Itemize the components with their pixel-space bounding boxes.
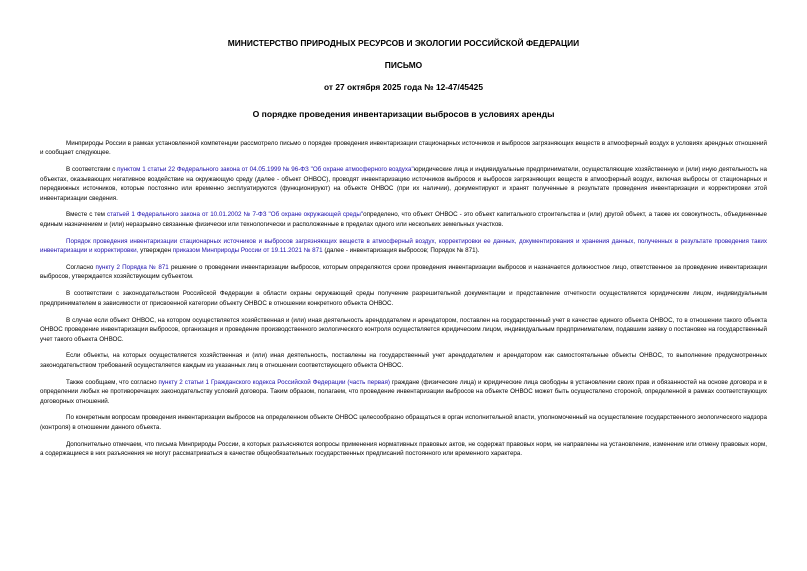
- paragraph-inventory-obligation: [40, 165, 767, 203]
- paragraph-decision: [40, 263, 767, 282]
- paragraph-text: В соответствии с: [66, 166, 118, 174]
- paragraph-text: Также сообщаем, что согласно: [66, 378, 159, 386]
- paragraph-text: утвержден: [138, 247, 173, 255]
- ministry-heading: МИНИСТЕРСТВО ПРИРОДНЫХ РЕСУРСОВ И ЭКОЛОГИИ РОССИЙСКОЙ ФЕДЕРАЦИИ: [227, 38, 580, 48]
- paragraph-text: В случае если объект ОНВОС, на котором осуществляется хозяйственная и (или) иная деятельность арендодателем и арендатором, поставлен на государственный учет в качестве единого объекта ОНВОС, то в отношении такого объекта ОНВОС проведение инвентаризации выбросов, организация и проведение производственного экологического контроля осуществляется юридическим лицом, индивидуальным предпринимателем, подавшим заявку о постановке на государственный учет такого объекта ОНВОС.: [40, 316, 767, 343]
- paragraph-text: юридические лица и индивидуальные предприниматели, осуществляющие хозяйственную и (или) иную деятельность на объектах, оказывающих негативное воздействие на окружающую среду (далее - объект ОНВОС), проводят инвентаризацию источников выбросов и выбросов загрязняющих веществ в атмосферный воздух, включая выбросы от стационарных и передвижных источников, которые постоянно или временно эксплуатируются (функционируют) на объекте ОНВОС (при их наличии), документируют и хранят полученные в результате проведения инвентаризации и корректировки этой инвентаризации сведения.: [40, 166, 767, 202]
- paragraph-separate-objects: [40, 351, 767, 370]
- paragraph-text: Если объекты, на которых осуществляется хозяйственная и (или) иная деятельность, поставлены на государственный учет арендодателем и арендатором как самостоятельные объекты ОНВОС, то выполнение предусмотренных законодательством требований осуществляется каждым из указанных лиц в отношении соответствующего объекта ОНВОС.: [40, 352, 767, 369]
- paragraph-onvos-definition: [40, 210, 767, 229]
- paragraph-permits: [40, 289, 767, 308]
- document-date-number: от 27 октября 2025 года № 12-47/45425: [323, 82, 483, 92]
- paragraph-text: В соответствии с законодательством Российской Федерации в области охраны окружающей среды получение разрешительной документации и представление отчетности осуществляется юридическим лицом, индивидуальным предпринимателем в зависимости от присвоенной категории объекту ОНВОС в отношении конкретного объекта ОНВОС.: [40, 290, 767, 307]
- order-871-link[interactable]: приказом Минприроды России от 19.11.2021 № 871: [172, 247, 323, 255]
- paragraph-text: определено, что объект ОНВОС - это объект капитального строительства и (или) другой объект, а также их совокупность, объединенные единым назначением и (или) неразрывно связанные физически или технологически и расположенные в пределах одного или нескольких земельных участков.: [40, 211, 768, 228]
- law-7fz-link[interactable]: статьей 1 Федерального закона от 10.01.2002 № 7-ФЗ "Об охране окружающей среды": [106, 211, 364, 219]
- paragraph-text: граждане (физические лица) и юридические лица свободны в установлении своих прав и обязанностей на основе договора и в определении любых не противоречащих законодательству условий договора. Таким образом, полагаем, что проведение инвентаризации выбросов на объекте ОНВОС может быть осуществлено стороной, определенной в рамках соответствующих договорных отношений.: [40, 378, 768, 405]
- law-96fz-link[interactable]: пунктом 1 статьи 22 Федерального закона от 04.05.1999 № 96-ФЗ "Об охране атмосферного воздуха": [117, 166, 414, 174]
- procedure-item-2-link[interactable]: пункту 2 Порядка № 871: [95, 264, 169, 272]
- paragraph-specific-questions: [40, 413, 767, 432]
- paragraph-procedure: [40, 237, 767, 256]
- paragraph-intro: [40, 139, 767, 158]
- civil-code-link[interactable]: пункту 2 статьи 1 Гражданского кодекса Российской Федерации (часть первая): [158, 378, 390, 386]
- document-type: ПИСЬМО: [384, 60, 423, 70]
- paragraph-text: Вместе с тем: [66, 211, 107, 219]
- paragraph-text: решение о проведении инвентаризации выбросов, которым определяются сроки проведения инвентаризации выбросов и назначается должностное лицо, ответственное за проведение инвентаризации выбросов, утверждается хозяйствующим субъектом.: [40, 264, 767, 281]
- document-body: [40, 139, 767, 459]
- paragraph-text: (далее - инвентаризация выбросов; Порядок № 871).: [322, 247, 480, 255]
- document-subject: О порядке проведения инвентаризации выбросов в условиях аренды: [252, 109, 555, 119]
- paragraph-civil-code: [40, 378, 767, 406]
- paragraph-text: Согласно: [66, 264, 96, 272]
- paragraph-text: По конкретным вопросам проведения инвентаризации выбросов на определенном объекте ОНВОС целесообразно обращаться в орган исполнительной власти, уполномоченный на осуществление государственного экологического надзора (контроля) в отношении данного объекта.: [40, 414, 767, 431]
- paragraph-disclaimer: [40, 440, 767, 459]
- paragraph-text: Минприроды России в рамках установленной компетенции рассмотрело письмо о порядке проведения инвентаризации стационарных источников и выбросов загрязняющих веществ в атмосферный воздух в условиях арендных отношений и сообщает следующее.: [40, 140, 767, 157]
- procedure-link[interactable]: Порядок проведения инвентаризации стационарных источников и выбросов загрязняющих веществ в атмосферный воздух, корректировки ее данных, документирования и хранения данных, полученных в результате проведения таких инвентаризации и корректировки,: [40, 237, 767, 255]
- paragraph-single-object: [40, 316, 767, 344]
- paragraph-text: Дополнительно отмечаем, что письма Минприроды России, в которых разъясняются вопросы применения нормативных правовых актов, не содержат правовых норм, не направлены на установление, изменение или отмену правовых норм, а содержащиеся в них разъяснения не могут рассматриваться в качестве общеобязательных государственных предписаний постоянного или временного характера.: [40, 440, 767, 458]
